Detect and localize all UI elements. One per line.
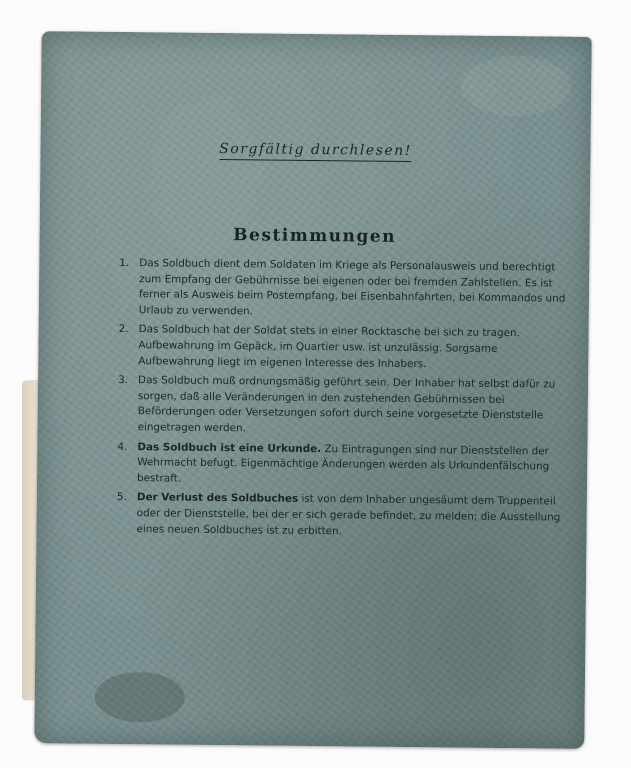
rules-list bbox=[116, 256, 577, 546]
rule-text: Das Soldbuch dient dem Soldaten im Kriege als Personalausweis und berechtigt zum Empfang der Gebührnisse bei eigenen oder bei fremden Zahlstellen. Es ist ferner als Ausweis beim Postempfang, bei Eisenbahnfahrten, bei Kommandos und Urlaub zu verwenden. bbox=[138, 257, 566, 318]
rule-item bbox=[119, 256, 578, 323]
rule-text: Zu Eintragungen sind nur Dienststellen der Wehrmacht befugt. Eigenmächtige Änderungen werden als Urkundenfälschung bestraft. bbox=[137, 442, 550, 485]
rule-item bbox=[116, 490, 574, 542]
wear-stain bbox=[95, 672, 186, 723]
rule-text: Das Soldbuch muß ordnungsmäßig geführt sein. Der Inhaber hat selbst dafür zu sorgen, daß alle Veränderungen in den zustehenden Gebührnissen bei Beförderungen oder Versetzungen sofort durch seine vorgesetzte Dienststelle eingetragen werden. bbox=[137, 374, 556, 435]
rule-item bbox=[118, 322, 576, 374]
rule-text: ist von dem Inhaber ungesäumt dem Truppenteil oder der Dienststelle, bei der er sich gerade befindet, zu melden; die Ausstellung eines neuen Soldbuches ist zu erbitten. bbox=[136, 493, 561, 537]
rule-item bbox=[118, 373, 577, 440]
rule-number: 4. bbox=[117, 440, 128, 453]
rule-number: 3. bbox=[118, 374, 129, 387]
rule-emphasis: Der Verlust des Soldbuches bbox=[136, 491, 299, 506]
wear-stain bbox=[461, 56, 572, 117]
read-carefully-heading: Sorgfältig durchlesen! bbox=[40, 139, 590, 161]
soldbuch-back-cover bbox=[34, 31, 591, 749]
rule-text: Das Soldbuch hat der Soldat stets in einer Rocktasche bei sich zu tragen. Aufbewahrung im Gepäck, im Quartier usw. ist unzulässig. Sorgsame Aufbewahrung liegt im eigenen Interesse des Inhabers. bbox=[138, 323, 521, 370]
rule-text-block bbox=[137, 440, 575, 491]
rule-item bbox=[117, 439, 575, 491]
document-title: Bestimmungen bbox=[233, 225, 397, 247]
rule-number: 2. bbox=[118, 323, 129, 336]
rule-text-block bbox=[136, 490, 574, 541]
rule-emphasis: Das Soldbuch ist eine Urkunde. bbox=[137, 440, 322, 455]
rule-number: 1. bbox=[119, 256, 130, 270]
rule-number: 5. bbox=[116, 491, 127, 504]
